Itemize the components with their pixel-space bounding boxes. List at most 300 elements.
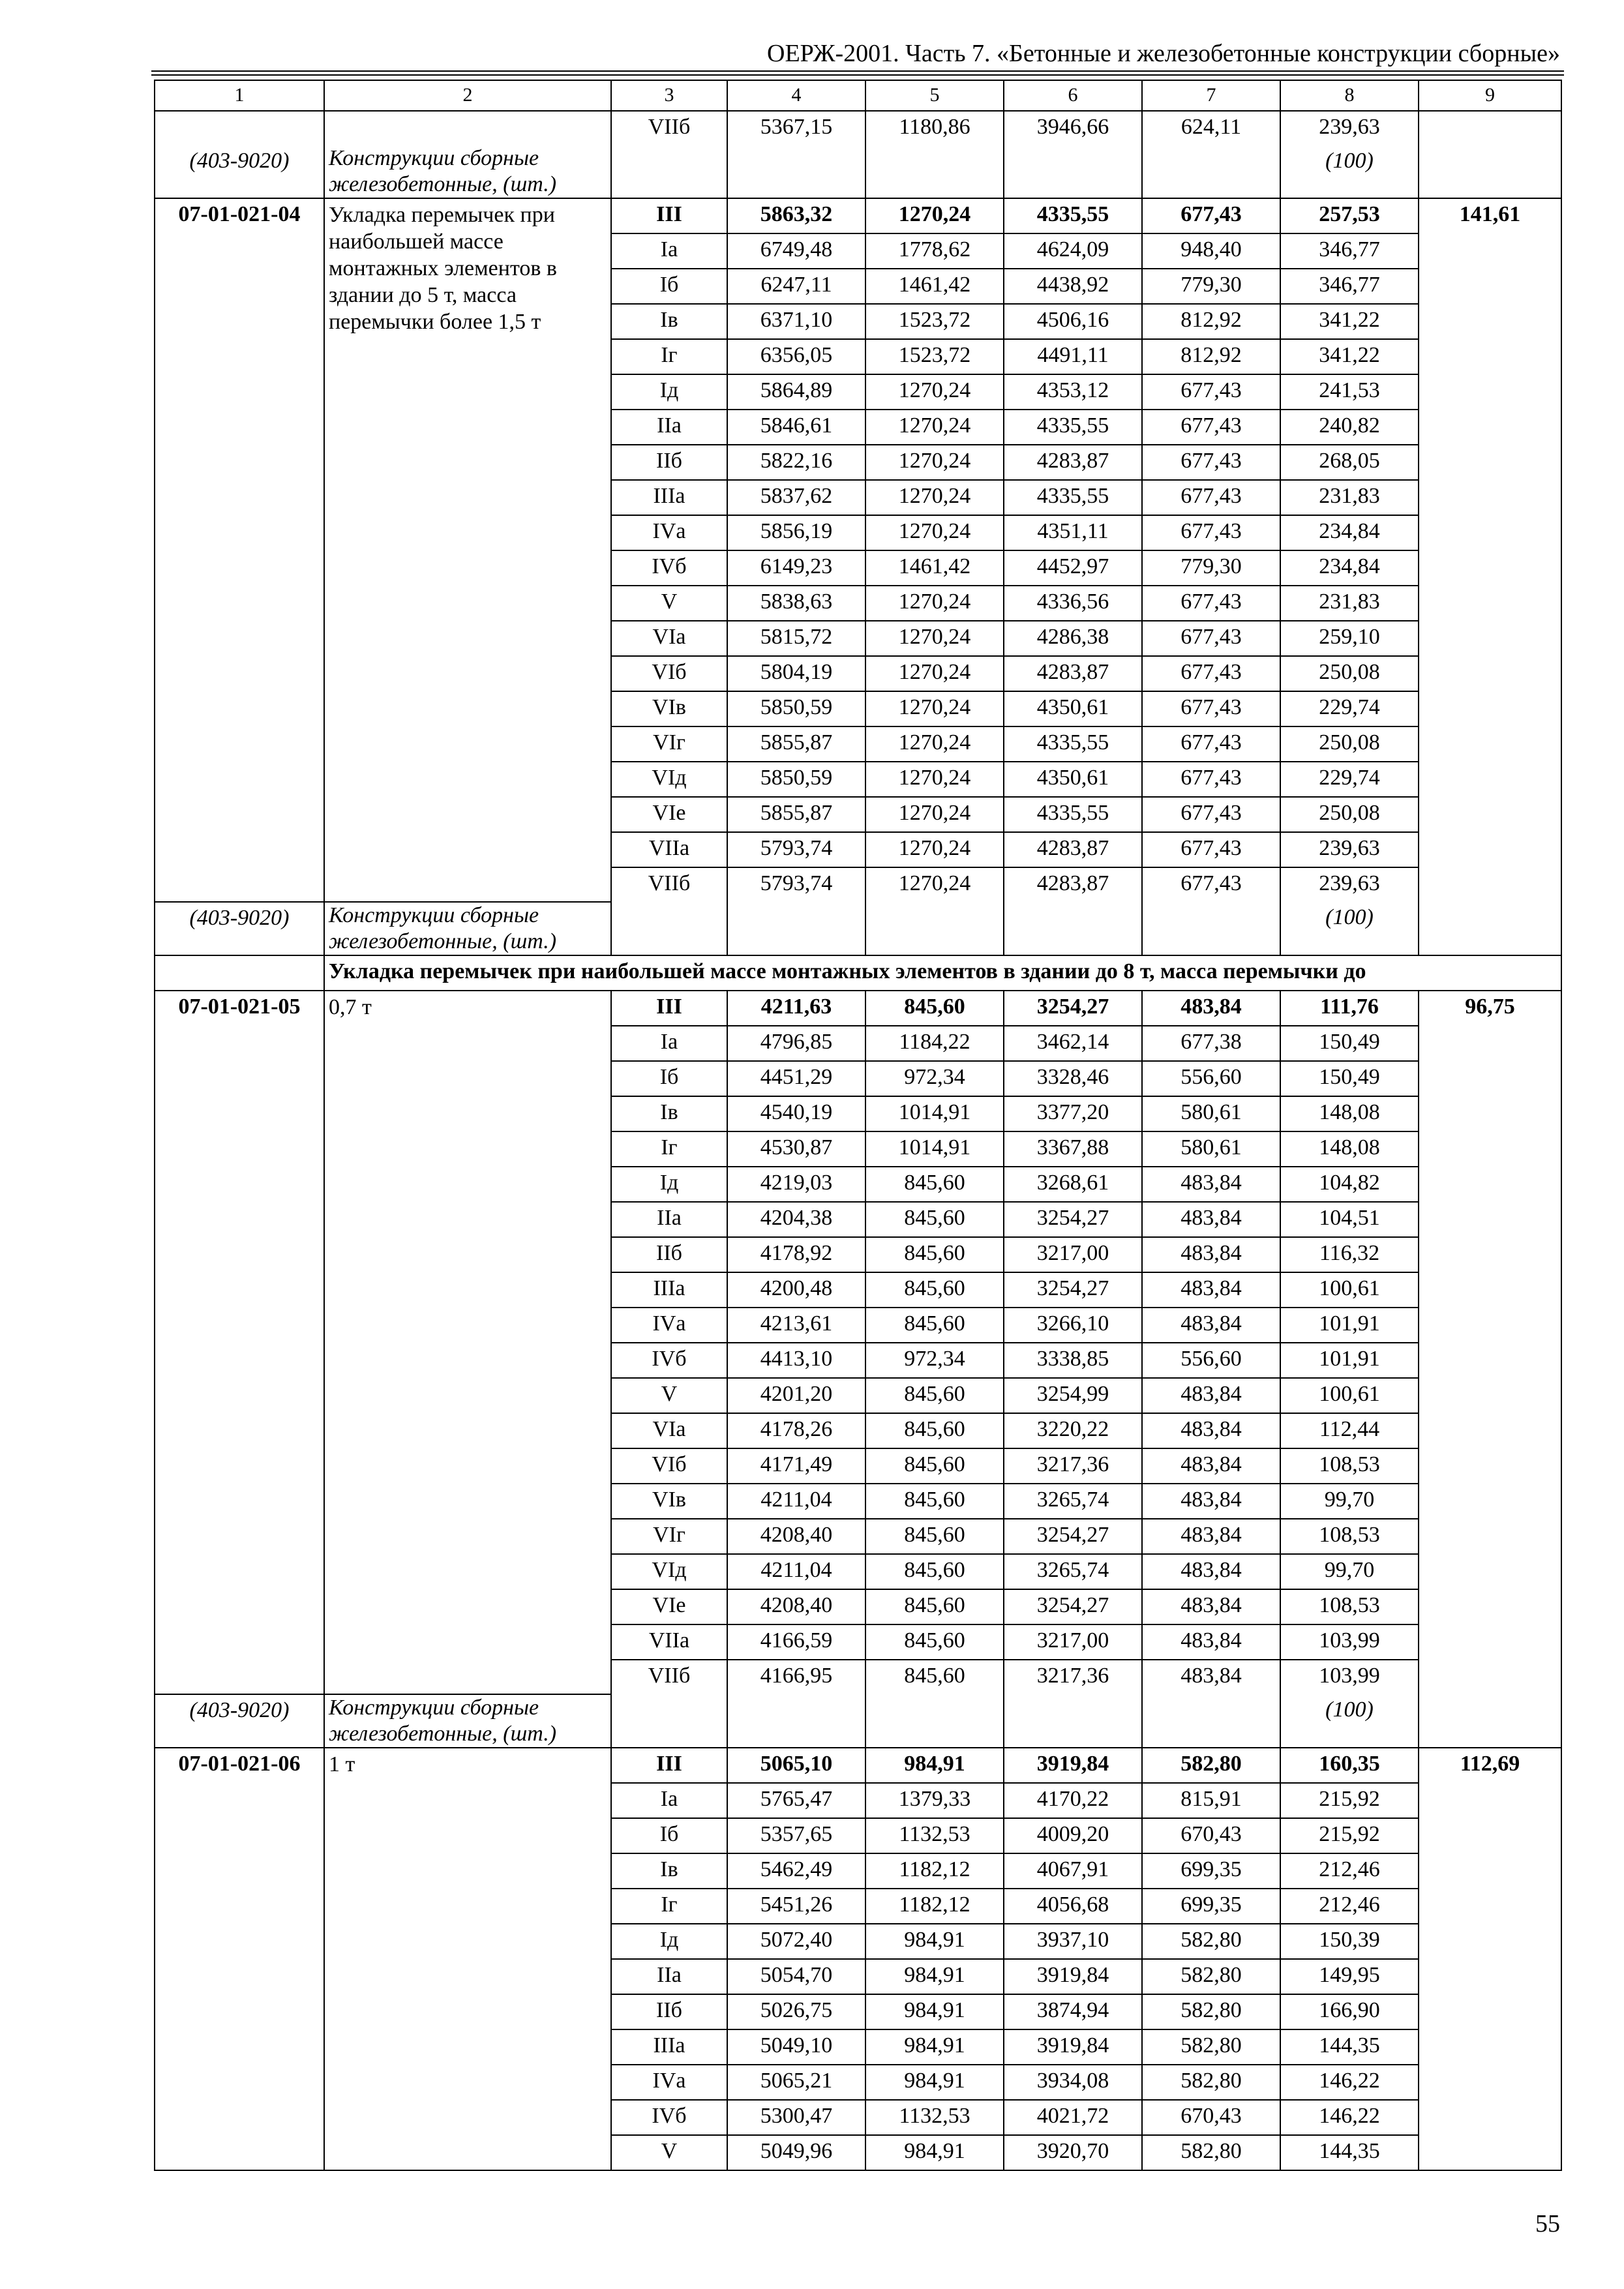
value-cell: 1270,24 bbox=[865, 726, 1004, 762]
code-cell: 07-01-021-05 bbox=[155, 991, 324, 1694]
empty-cell bbox=[727, 1694, 865, 1748]
page-number: 55 bbox=[1535, 2210, 1560, 2237]
value-cell: 3266,10 bbox=[1004, 1308, 1142, 1343]
value-cell: 5863,32 bbox=[727, 198, 865, 233]
zone-cell: Iв bbox=[611, 1096, 727, 1131]
value-cell: 150,49 bbox=[1280, 1026, 1419, 1061]
material-desc: Конструкции сборные железобетонные, (шт.) bbox=[324, 1694, 611, 1748]
value-cell: 1270,24 bbox=[865, 762, 1004, 797]
zone-cell: VIIб bbox=[611, 867, 727, 902]
value-cell: 845,60 bbox=[865, 1272, 1004, 1308]
value-cell: 4166,95 bbox=[727, 1660, 865, 1694]
value-cell: 1132,53 bbox=[865, 1818, 1004, 1853]
zone-cell: V bbox=[611, 586, 727, 621]
value-cell: 670,43 bbox=[1142, 1818, 1280, 1853]
value-cell: 845,60 bbox=[865, 1624, 1004, 1660]
material-row bbox=[155, 902, 1561, 955]
value-cell: 5850,59 bbox=[727, 762, 865, 797]
value-cell: 624,11 bbox=[1142, 111, 1280, 145]
value-cell: 1182,12 bbox=[865, 1853, 1004, 1889]
value-cell: 3937,10 bbox=[1004, 1924, 1142, 1959]
zone-cell: IVа bbox=[611, 515, 727, 550]
value-cell: 5357,65 bbox=[727, 1818, 865, 1853]
value-cell: 4208,40 bbox=[727, 1589, 865, 1624]
value-cell: 4350,61 bbox=[1004, 691, 1142, 726]
value-cell: 483,84 bbox=[1142, 1378, 1280, 1413]
value-cell: 259,10 bbox=[1280, 621, 1419, 656]
zone-cell: VIа bbox=[611, 1413, 727, 1448]
value-cell: 677,43 bbox=[1142, 762, 1280, 797]
value-cell: 677,43 bbox=[1142, 832, 1280, 867]
value-cell: 6356,05 bbox=[727, 339, 865, 374]
column-number-row bbox=[155, 80, 1561, 111]
value-cell: 984,91 bbox=[865, 2135, 1004, 2170]
value-cell: 1270,24 bbox=[865, 656, 1004, 691]
desc-cell bbox=[324, 111, 611, 145]
value-cell: 229,74 bbox=[1280, 762, 1419, 797]
value-cell: 845,60 bbox=[865, 991, 1004, 1026]
value-cell: 148,08 bbox=[1280, 1131, 1419, 1167]
value-cell: 845,60 bbox=[865, 1554, 1004, 1589]
value-cell: 483,84 bbox=[1142, 1202, 1280, 1237]
value-cell: 239,63 bbox=[1280, 867, 1419, 902]
value-cell: 4283,87 bbox=[1004, 445, 1142, 480]
value-cell: 5049,10 bbox=[727, 2029, 865, 2065]
zone-cell: Iд bbox=[611, 1167, 727, 1202]
value-cell: 4351,11 bbox=[1004, 515, 1142, 550]
value-cell: 3220,22 bbox=[1004, 1413, 1142, 1448]
zone-cell: Iа bbox=[611, 1026, 727, 1061]
value-cell: 845,60 bbox=[865, 1660, 1004, 1694]
col9-cell bbox=[1419, 111, 1561, 198]
value-cell: 229,74 bbox=[1280, 691, 1419, 726]
zone-cell: III bbox=[611, 991, 727, 1026]
zone-cell: VIб bbox=[611, 656, 727, 691]
value-cell: 4283,87 bbox=[1004, 832, 1142, 867]
value-cell: 250,08 bbox=[1280, 726, 1419, 762]
zone-cell: IVб bbox=[611, 550, 727, 586]
value-cell: 1523,72 bbox=[865, 304, 1004, 339]
value-cell: 5855,87 bbox=[727, 726, 865, 762]
value-cell: 4211,04 bbox=[727, 1554, 865, 1589]
value-cell: 215,92 bbox=[1280, 1783, 1419, 1818]
value-cell: 677,43 bbox=[1142, 480, 1280, 515]
zone-cell: IVб bbox=[611, 2100, 727, 2135]
value-cell: 483,84 bbox=[1142, 1519, 1280, 1554]
material-code: (403-9020) bbox=[155, 1694, 324, 1748]
value-cell: 101,91 bbox=[1280, 1308, 1419, 1343]
value-cell: 948,40 bbox=[1142, 233, 1280, 269]
value-cell: 212,46 bbox=[1280, 1889, 1419, 1924]
value-cell: 1270,24 bbox=[865, 445, 1004, 480]
value-cell: 100,61 bbox=[1280, 1272, 1419, 1308]
value-cell: 4178,26 bbox=[727, 1413, 865, 1448]
value-cell: 3920,70 bbox=[1004, 2135, 1142, 2170]
code-cell: 07-01-021-06 bbox=[155, 1748, 324, 2170]
value-cell: 166,90 bbox=[1280, 1994, 1419, 2029]
section-row bbox=[155, 955, 1561, 991]
value-cell: 239,63 bbox=[1280, 111, 1419, 145]
table-row bbox=[155, 1748, 1561, 1783]
value-cell: 677,43 bbox=[1142, 691, 1280, 726]
material-value: (100) bbox=[1280, 145, 1419, 198]
empty-cell bbox=[1142, 1694, 1280, 1748]
value-cell: 5793,74 bbox=[727, 867, 865, 902]
empty-cell bbox=[1142, 902, 1280, 955]
value-cell: 3338,85 bbox=[1004, 1343, 1142, 1378]
value-cell: 4021,72 bbox=[1004, 2100, 1142, 2135]
value-cell: 4452,97 bbox=[1004, 550, 1142, 586]
col9-cell: 141,61 bbox=[1419, 198, 1561, 955]
zone-cell: VIе bbox=[611, 797, 727, 832]
value-cell: 3265,74 bbox=[1004, 1554, 1142, 1589]
value-cell: 346,77 bbox=[1280, 233, 1419, 269]
zone-cell: VIб bbox=[611, 1448, 727, 1484]
value-cell: 582,80 bbox=[1142, 2029, 1280, 2065]
header-rule bbox=[151, 70, 1564, 76]
material-value: (100) bbox=[1280, 1694, 1419, 1748]
value-cell: 3254,27 bbox=[1004, 1589, 1142, 1624]
section-title: Укладка перемычек при наибольшей массе монтажных элементов в здании до 8 т, масса перемычки до bbox=[324, 955, 1561, 991]
price-table bbox=[154, 80, 1562, 2171]
value-cell: 4353,12 bbox=[1004, 374, 1142, 410]
column-number: 3 bbox=[611, 80, 727, 111]
zone-cell: IIа bbox=[611, 1959, 727, 1994]
value-cell: 160,35 bbox=[1280, 1748, 1419, 1783]
zone-cell: Iд bbox=[611, 374, 727, 410]
value-cell: 3946,66 bbox=[1004, 111, 1142, 145]
value-cell: 483,84 bbox=[1142, 1448, 1280, 1484]
value-cell: 1270,24 bbox=[865, 374, 1004, 410]
value-cell: 3217,00 bbox=[1004, 1624, 1142, 1660]
zone-cell: IIIа bbox=[611, 480, 727, 515]
value-cell: 4201,20 bbox=[727, 1378, 865, 1413]
value-cell: 3254,99 bbox=[1004, 1378, 1142, 1413]
value-cell: 5864,89 bbox=[727, 374, 865, 410]
zone-cell: Iб bbox=[611, 1061, 727, 1096]
value-cell: 3874,94 bbox=[1004, 1994, 1142, 2029]
value-cell: 1132,53 bbox=[865, 2100, 1004, 2135]
value-cell: 4219,03 bbox=[727, 1167, 865, 1202]
value-cell: 4335,55 bbox=[1004, 480, 1142, 515]
value-cell: 582,80 bbox=[1142, 2065, 1280, 2100]
value-cell: 4624,09 bbox=[1004, 233, 1142, 269]
value-cell: 234,84 bbox=[1280, 550, 1419, 586]
zone-cell: VIIа bbox=[611, 1624, 727, 1660]
page-header: ОЕРЖ-2001. Часть 7. «Бетонные и железобетонные конструкции сборные» bbox=[767, 40, 1560, 67]
value-cell: 1270,24 bbox=[865, 691, 1004, 726]
material-code: (403-9020) bbox=[155, 145, 324, 198]
value-cell: 1778,62 bbox=[865, 233, 1004, 269]
value-cell: 4506,16 bbox=[1004, 304, 1142, 339]
material-value: (100) bbox=[1280, 902, 1419, 955]
value-cell: 845,60 bbox=[865, 1484, 1004, 1519]
zone-cell: Iг bbox=[611, 339, 727, 374]
value-cell: 677,43 bbox=[1142, 797, 1280, 832]
value-cell: 3328,46 bbox=[1004, 1061, 1142, 1096]
value-cell: 1270,24 bbox=[865, 867, 1004, 902]
value-cell: 4211,04 bbox=[727, 1484, 865, 1519]
value-cell: 108,53 bbox=[1280, 1519, 1419, 1554]
value-cell: 5822,16 bbox=[727, 445, 865, 480]
zone-cell: IIб bbox=[611, 445, 727, 480]
table-row bbox=[155, 198, 1561, 233]
value-cell: 5049,96 bbox=[727, 2135, 865, 2170]
material-desc: Конструкции сборные железобетонные, (шт.) bbox=[324, 902, 611, 955]
value-cell: 1461,42 bbox=[865, 269, 1004, 304]
zone-cell: Iа bbox=[611, 1783, 727, 1818]
value-cell: 108,53 bbox=[1280, 1589, 1419, 1624]
value-cell: 5367,15 bbox=[727, 111, 865, 145]
value-cell: 4796,85 bbox=[727, 1026, 865, 1061]
material-desc: Конструкции сборные железобетонные, (шт.) bbox=[324, 145, 611, 198]
zone-cell: VIд bbox=[611, 1554, 727, 1589]
zone-cell: VIIб bbox=[611, 1660, 727, 1694]
value-cell: 812,92 bbox=[1142, 339, 1280, 374]
value-cell: 104,82 bbox=[1280, 1167, 1419, 1202]
value-cell: 984,91 bbox=[865, 1994, 1004, 2029]
empty-cell bbox=[1142, 145, 1280, 198]
value-cell: 3254,27 bbox=[1004, 991, 1142, 1026]
value-cell: VIIб bbox=[611, 111, 727, 145]
value-cell: 4170,22 bbox=[1004, 1783, 1142, 1818]
value-cell: 4438,92 bbox=[1004, 269, 1142, 304]
zone-cell: IIб bbox=[611, 1994, 727, 2029]
value-cell: 845,60 bbox=[865, 1519, 1004, 1554]
value-cell: 483,84 bbox=[1142, 1554, 1280, 1589]
value-cell: 240,82 bbox=[1280, 410, 1419, 445]
value-cell: 101,91 bbox=[1280, 1343, 1419, 1378]
value-cell: 845,60 bbox=[865, 1237, 1004, 1272]
value-cell: 984,91 bbox=[865, 1959, 1004, 1994]
value-cell: 4540,19 bbox=[727, 1096, 865, 1131]
value-cell: 3377,20 bbox=[1004, 1096, 1142, 1131]
value-cell: 556,60 bbox=[1142, 1061, 1280, 1096]
value-cell: 5793,74 bbox=[727, 832, 865, 867]
column-number: 5 bbox=[865, 80, 1004, 111]
value-cell: 4491,11 bbox=[1004, 339, 1142, 374]
value-cell: 582,80 bbox=[1142, 1748, 1280, 1783]
value-cell: 4413,10 bbox=[727, 1343, 865, 1378]
value-cell: 4204,38 bbox=[727, 1202, 865, 1237]
column-number: 4 bbox=[727, 80, 865, 111]
value-cell: 341,22 bbox=[1280, 339, 1419, 374]
table-row bbox=[155, 111, 1561, 145]
value-cell: 250,08 bbox=[1280, 797, 1419, 832]
column-number: 1 bbox=[155, 80, 324, 111]
value-cell: 4283,87 bbox=[1004, 867, 1142, 902]
col9-cell: 96,75 bbox=[1419, 991, 1561, 1748]
empty-cell bbox=[865, 145, 1004, 198]
value-cell: 3919,84 bbox=[1004, 1748, 1142, 1783]
value-cell: 4171,49 bbox=[727, 1448, 865, 1484]
value-cell: 677,43 bbox=[1142, 445, 1280, 480]
value-cell: 4200,48 bbox=[727, 1272, 865, 1308]
value-cell: 5856,19 bbox=[727, 515, 865, 550]
value-cell: 5765,47 bbox=[727, 1783, 865, 1818]
zone-cell: VIг bbox=[611, 726, 727, 762]
zone-cell: IIа bbox=[611, 1202, 727, 1237]
value-cell: 146,22 bbox=[1280, 2100, 1419, 2135]
table-row bbox=[155, 991, 1561, 1026]
value-cell: 5850,59 bbox=[727, 691, 865, 726]
value-cell: 483,84 bbox=[1142, 1484, 1280, 1519]
value-cell: 4336,56 bbox=[1004, 586, 1142, 621]
empty-cell bbox=[865, 1694, 1004, 1748]
value-cell: 6149,23 bbox=[727, 550, 865, 586]
zone-cell: IVа bbox=[611, 2065, 727, 2100]
desc-cell: 1 т bbox=[324, 1748, 611, 2170]
value-cell: 215,92 bbox=[1280, 1818, 1419, 1853]
zone-cell: VIв bbox=[611, 691, 727, 726]
value-cell: 4286,38 bbox=[1004, 621, 1142, 656]
column-number: 2 bbox=[324, 80, 611, 111]
value-cell: 5054,70 bbox=[727, 1959, 865, 1994]
value-cell: 231,83 bbox=[1280, 480, 1419, 515]
value-cell: 483,84 bbox=[1142, 1589, 1280, 1624]
zone-cell: VIг bbox=[611, 1519, 727, 1554]
material-code: (403-9020) bbox=[155, 902, 324, 955]
value-cell: 231,83 bbox=[1280, 586, 1419, 621]
value-cell: 483,84 bbox=[1142, 1308, 1280, 1343]
value-cell: 984,91 bbox=[865, 2065, 1004, 2100]
value-cell: 5065,10 bbox=[727, 1748, 865, 1783]
value-cell: 212,46 bbox=[1280, 1853, 1419, 1889]
value-cell: 239,63 bbox=[1280, 832, 1419, 867]
code-cell bbox=[155, 111, 324, 145]
column-number: 7 bbox=[1142, 80, 1280, 111]
empty-cell bbox=[611, 902, 727, 955]
column-number: 8 bbox=[1280, 80, 1419, 111]
value-cell: 4208,40 bbox=[727, 1519, 865, 1554]
value-cell: 483,84 bbox=[1142, 1624, 1280, 1660]
material-row bbox=[155, 1694, 1561, 1748]
zone-cell: IIIа bbox=[611, 2029, 727, 2065]
value-cell: 1270,24 bbox=[865, 515, 1004, 550]
value-cell: 580,61 bbox=[1142, 1131, 1280, 1167]
value-cell: 4335,55 bbox=[1004, 410, 1142, 445]
value-cell: 4283,87 bbox=[1004, 656, 1142, 691]
value-cell: 845,60 bbox=[865, 1202, 1004, 1237]
zone-cell: IVб bbox=[611, 1343, 727, 1378]
value-cell: 3268,61 bbox=[1004, 1167, 1142, 1202]
value-cell: 341,22 bbox=[1280, 304, 1419, 339]
value-cell: 1270,24 bbox=[865, 797, 1004, 832]
zone-cell: VIа bbox=[611, 621, 727, 656]
value-cell: 845,60 bbox=[865, 1448, 1004, 1484]
value-cell: 812,92 bbox=[1142, 304, 1280, 339]
value-cell: 3254,27 bbox=[1004, 1519, 1142, 1554]
value-cell: 582,80 bbox=[1142, 1959, 1280, 1994]
value-cell: 116,32 bbox=[1280, 1237, 1419, 1272]
value-cell: 1180,86 bbox=[865, 111, 1004, 145]
value-cell: 3265,74 bbox=[1004, 1484, 1142, 1519]
value-cell: 99,70 bbox=[1280, 1554, 1419, 1589]
value-cell: 779,30 bbox=[1142, 550, 1280, 586]
value-cell: 103,99 bbox=[1280, 1660, 1419, 1694]
value-cell: 3217,36 bbox=[1004, 1448, 1142, 1484]
value-cell: 670,43 bbox=[1142, 2100, 1280, 2135]
zone-cell: Iв bbox=[611, 1853, 727, 1889]
value-cell: 5846,61 bbox=[727, 410, 865, 445]
value-cell: 580,61 bbox=[1142, 1096, 1280, 1131]
value-cell: 5804,19 bbox=[727, 656, 865, 691]
value-cell: 677,43 bbox=[1142, 374, 1280, 410]
value-cell: 483,84 bbox=[1142, 1237, 1280, 1272]
value-cell: 4166,59 bbox=[727, 1624, 865, 1660]
value-cell: 1014,91 bbox=[865, 1131, 1004, 1167]
value-cell: 483,84 bbox=[1142, 991, 1280, 1026]
value-cell: 699,35 bbox=[1142, 1889, 1280, 1924]
value-cell: 150,39 bbox=[1280, 1924, 1419, 1959]
value-cell: 677,43 bbox=[1142, 410, 1280, 445]
value-cell: 845,60 bbox=[865, 1378, 1004, 1413]
column-number: 6 bbox=[1004, 80, 1142, 111]
value-cell: 677,43 bbox=[1142, 198, 1280, 233]
value-cell: 268,05 bbox=[1280, 445, 1419, 480]
value-cell: 3217,36 bbox=[1004, 1660, 1142, 1694]
value-cell: 699,35 bbox=[1142, 1853, 1280, 1889]
value-cell: 100,61 bbox=[1280, 1378, 1419, 1413]
zone-cell: VIIа bbox=[611, 832, 727, 867]
value-cell: 4335,55 bbox=[1004, 797, 1142, 832]
value-cell: 3217,00 bbox=[1004, 1237, 1142, 1272]
value-cell: 677,38 bbox=[1142, 1026, 1280, 1061]
empty-cell bbox=[727, 145, 865, 198]
value-cell: 677,43 bbox=[1142, 621, 1280, 656]
zone-cell: IIа bbox=[611, 410, 727, 445]
zone-cell: Iа bbox=[611, 233, 727, 269]
zone-cell: Iб bbox=[611, 269, 727, 304]
material-row bbox=[155, 145, 1561, 198]
value-cell: 1379,33 bbox=[865, 1783, 1004, 1818]
value-cell: 483,84 bbox=[1142, 1660, 1280, 1694]
value-cell: 5837,62 bbox=[727, 480, 865, 515]
value-cell: 984,91 bbox=[865, 1748, 1004, 1783]
value-cell: 3462,14 bbox=[1004, 1026, 1142, 1061]
value-cell: 1270,24 bbox=[865, 480, 1004, 515]
value-cell: 582,80 bbox=[1142, 2135, 1280, 2170]
value-cell: 4009,20 bbox=[1004, 1818, 1142, 1853]
zone-cell: VIд bbox=[611, 762, 727, 797]
zone-cell: VIв bbox=[611, 1484, 727, 1519]
value-cell: 556,60 bbox=[1142, 1343, 1280, 1378]
value-cell: 6371,10 bbox=[727, 304, 865, 339]
value-cell: 3254,27 bbox=[1004, 1272, 1142, 1308]
value-cell: 4067,91 bbox=[1004, 1853, 1142, 1889]
value-cell: 99,70 bbox=[1280, 1484, 1419, 1519]
zone-cell: IVа bbox=[611, 1308, 727, 1343]
value-cell: 483,84 bbox=[1142, 1413, 1280, 1448]
value-cell: 5065,21 bbox=[727, 2065, 865, 2100]
value-cell: 4335,55 bbox=[1004, 726, 1142, 762]
value-cell: 4451,29 bbox=[727, 1061, 865, 1096]
zone-cell: Iг bbox=[611, 1889, 727, 1924]
value-cell: 677,43 bbox=[1142, 867, 1280, 902]
zone-cell: VIе bbox=[611, 1589, 727, 1624]
value-cell: 144,35 bbox=[1280, 2135, 1419, 2170]
zone-cell: Iб bbox=[611, 1818, 727, 1853]
value-cell: 1014,91 bbox=[865, 1096, 1004, 1131]
value-cell: 815,91 bbox=[1142, 1783, 1280, 1818]
value-cell: 104,51 bbox=[1280, 1202, 1419, 1237]
value-cell: 582,80 bbox=[1142, 1924, 1280, 1959]
value-cell: 111,76 bbox=[1280, 991, 1419, 1026]
value-cell: 4350,61 bbox=[1004, 762, 1142, 797]
value-cell: 1270,24 bbox=[865, 586, 1004, 621]
empty-cell bbox=[155, 955, 324, 991]
value-cell: 250,08 bbox=[1280, 656, 1419, 691]
